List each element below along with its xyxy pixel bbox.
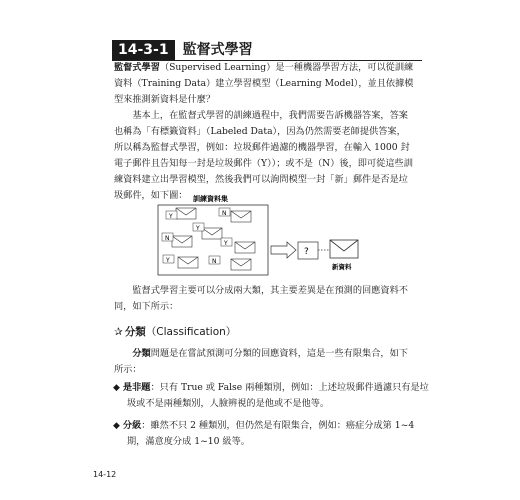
mail-icon: [193, 223, 222, 239]
bullet-grading-term: 分級: [122, 420, 142, 431]
star-icon: ✰: [114, 326, 123, 338]
mail-tag: N: [212, 258, 217, 265]
mail-tag: Y: [196, 225, 200, 232]
paragraph-categories-text: 監督式學習主要可以分成兩大類，其主要差異是在預測的回應資料不同，如下所示：: [114, 285, 408, 312]
mail-icon: [221, 238, 255, 253]
paragraph-categories: [114, 283, 414, 315]
question-mark: ?: [304, 247, 309, 257]
section-number: 14-3-1: [112, 40, 175, 60]
paragraph-classification-text: 問題是在嘗試預測可分類的回應資料，這是一些有限集合，如下所示：: [114, 348, 408, 375]
new-data-label: 新資料: [332, 263, 352, 271]
mail-icon: [166, 208, 196, 220]
arrow-icon: [271, 242, 296, 258]
mail-tag: N: [165, 235, 170, 242]
training-set-label: 訓練資料集: [193, 195, 228, 203]
term-classification: 分類: [132, 348, 151, 359]
subsection-subtitle: （Classification）: [145, 326, 237, 338]
bullet-binary-text: ：只有 True 或 False 兩種類別，例如：上述垃圾郵件過濾只有是垃圾或不是兩種類別，人臉辨視的是他或不是他等。: [127, 382, 429, 409]
bullet-binary: [113, 380, 429, 412]
mail-tag: Y: [166, 257, 170, 264]
mail-icon: [209, 256, 251, 270]
subsection-heading: [114, 324, 236, 339]
subsection-title: 分類: [124, 326, 146, 338]
mail-tag: N: [222, 210, 227, 217]
diamond-bullet-icon: ◆: [113, 383, 120, 393]
paragraph-classification: [114, 346, 414, 378]
diamond-bullet-icon: ◆: [113, 421, 120, 431]
mail-tag: Y: [169, 213, 173, 220]
mail-tag: Y: [224, 240, 228, 247]
bullet-grading-text: ：雖然不只 2 種類別，但仍然是有限集合，例如：癌症分成第 1~4 期，滿意度分成 1~10 級等。: [127, 420, 415, 447]
bullet-binary-term: 是非題: [122, 382, 151, 393]
bullet-grading: [113, 418, 429, 450]
new-mail-icon: [330, 240, 358, 258]
page-number: 14-12: [93, 470, 117, 479]
section-title: 監督式學習: [182, 42, 253, 58]
mail-icon: [219, 208, 251, 222]
mail-icon: [162, 233, 192, 247]
paragraph-explanation-text: 基本上，在監督式學習的訓練過程中，我們需要告訴機器答案，答案也稱為「有標籤資料」（Labeled Data），因為仍然需要老師提供答案，所以稱為監督式學習，例如：垃圾郵件過濾的機器學習，在輸入 1000 封電子郵件且告知每一封是垃圾郵件（Y））；或不是（N）後，即可從這些訓練資料建立出學習模型，然後我們可以詢問模型一封「新」郵件是否是垃圾郵件，如下圖：: [114, 110, 413, 201]
paragraph-intro-text: （Supervised Learning）是一種機器學習方法，可以從訓練資料（Training Data）建立學習模型（Learning Model），並且依據模型來推測新資料是什麼？: [114, 62, 414, 105]
term-supervised: 監督式學習: [114, 62, 160, 73]
mail-icon: [163, 255, 198, 268]
